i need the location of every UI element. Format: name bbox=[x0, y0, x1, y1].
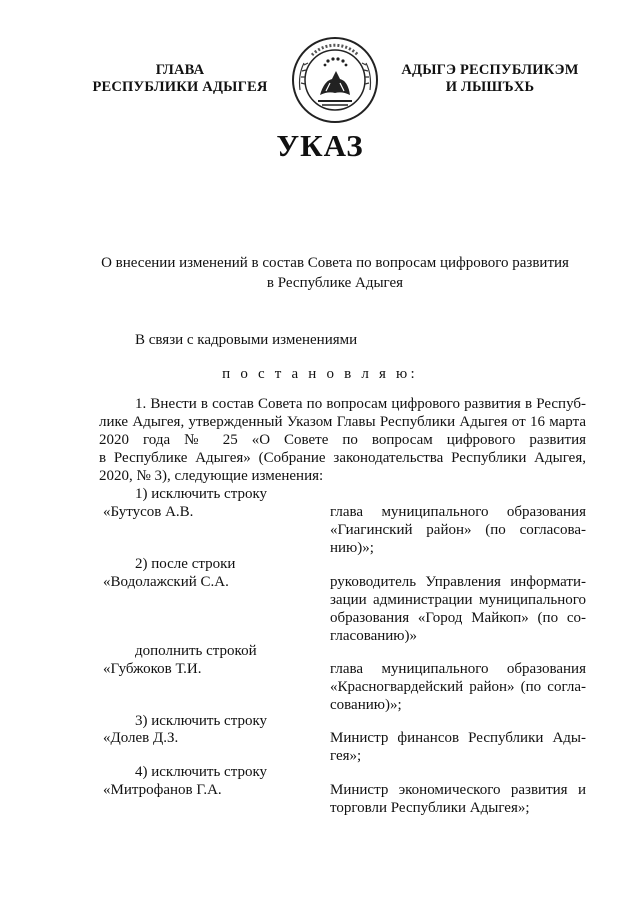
header-right bbox=[385, 62, 595, 96]
intro-text: В связи с кадровыми изменениями bbox=[135, 332, 358, 348]
paragraph-1-line: 2020 года № 25 «О Совете по вопросам цифрового развития bbox=[99, 432, 586, 448]
paragraph-1-line: лике Адыгея, утвержденный Указом Главы Республики Адыгея от 16 марта bbox=[99, 414, 586, 430]
republic-of-adygea-emblem-icon bbox=[290, 35, 380, 125]
item-3-step: 3) исключить строку bbox=[135, 713, 268, 729]
description-line: торговли Республики Адыгея»; bbox=[330, 800, 530, 816]
description-line: зации администрации муниципального bbox=[330, 592, 586, 608]
description-line: образования «Город Майкоп» (по со- bbox=[330, 610, 586, 626]
header-right-line2: И ЛЫШЪХЬ bbox=[445, 79, 535, 95]
header-left bbox=[80, 62, 280, 96]
description-line: Министр экономического развития и bbox=[330, 782, 586, 798]
description-line: сованию)»; bbox=[330, 697, 402, 713]
description-line: «Гиагинский район» (по согласова- bbox=[330, 522, 586, 538]
item-4-step: 4) исключить строку bbox=[135, 764, 268, 780]
description-line: глава муниципального образования bbox=[330, 504, 586, 520]
paragraph-1-line: 1. Внести в состав Совета по вопросам цифрового развития в Респуб- bbox=[135, 396, 586, 412]
document-title: УКАЗ bbox=[276, 128, 364, 163]
item-1-description bbox=[330, 503, 586, 557]
description-line: гласованию)» bbox=[330, 628, 417, 644]
item-add-step: дополнить строкой bbox=[135, 643, 257, 659]
item-1-step: 1) исключить строку bbox=[135, 486, 268, 502]
item-4-description bbox=[330, 781, 586, 817]
description-line: руководитель Управления информати- bbox=[330, 574, 586, 590]
description-line: глава муниципального образования bbox=[330, 661, 586, 677]
paragraph-1-line: в Республике Адыгея» (Собрание законодательства Республики Адыгея, bbox=[99, 450, 586, 466]
item-1-name: «Бутусов А.В. bbox=[103, 504, 194, 520]
item-3-name: «Долев Д.З. bbox=[103, 730, 179, 746]
description-line: нию)»; bbox=[330, 540, 374, 556]
paragraph-1-line: 2020, № 3), следующие изменения: bbox=[99, 468, 324, 484]
description-line: Министр финансов Республики Ады- bbox=[330, 730, 586, 746]
subject-line1: О внесении изменений в состав Совета по вопросам цифрового развития bbox=[101, 255, 569, 271]
header-right-line1: АДЫГЭ РЕСПУБЛИКЭМ bbox=[401, 62, 579, 78]
description-line: гея»; bbox=[330, 748, 362, 764]
item-4-name: «Митрофанов Г.А. bbox=[103, 782, 222, 798]
header-left-line1: ГЛАВА bbox=[155, 62, 205, 78]
description-line: «Красногвардейский район» (по согла- bbox=[330, 679, 586, 695]
decree-word: п о с т а н о в л я ю: bbox=[222, 366, 418, 382]
decree-subject bbox=[90, 253, 580, 293]
subject-line2: в Республике Адыгея bbox=[266, 275, 404, 291]
item-3-description bbox=[330, 729, 586, 765]
paragraph-1 bbox=[99, 395, 586, 485]
item-add-name: «Губжоков Т.И. bbox=[103, 661, 202, 677]
header-left-line2: РЕСПУБЛИКИ АДЫГЕЯ bbox=[92, 79, 268, 95]
item-2-description bbox=[330, 573, 586, 645]
item-2-name: «Водолажский С.А. bbox=[103, 574, 229, 590]
item-add-description bbox=[330, 660, 586, 714]
item-2-step: 2) после строки bbox=[135, 556, 236, 572]
